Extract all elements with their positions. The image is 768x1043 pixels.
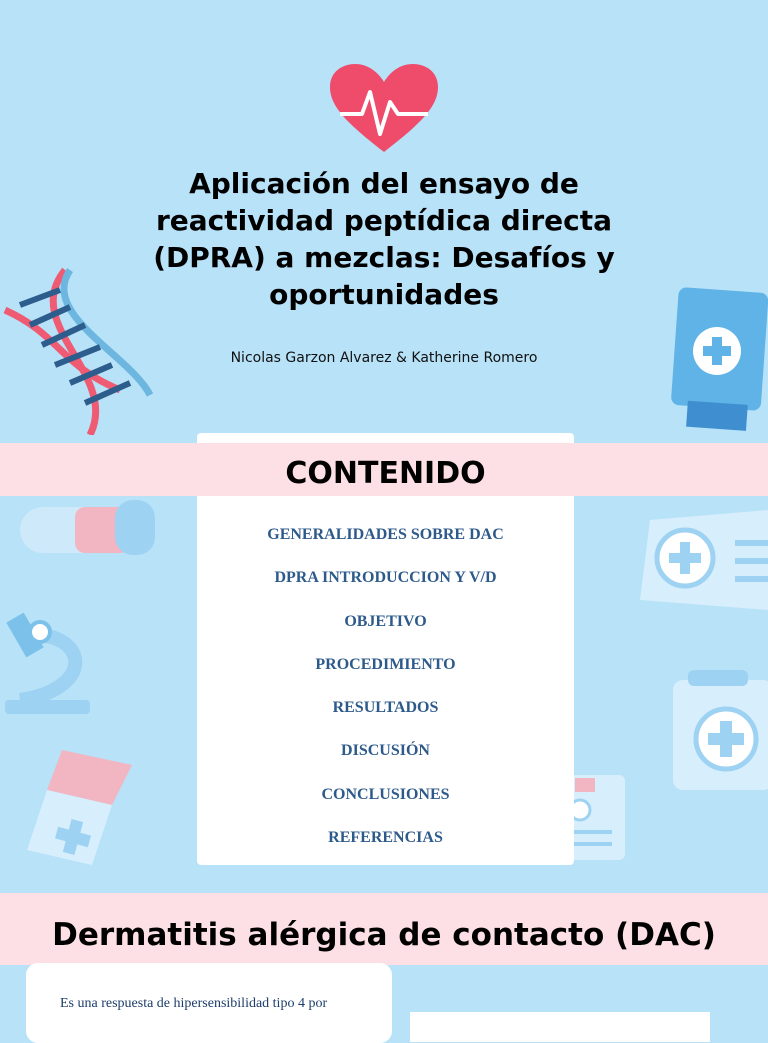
medicine-bottle-icon [22,745,152,870]
intro-text: Es una respuesta de hipersensibilidad tipo 4 por [60,996,328,1011]
authors: Nicolas Garzon Alvarez & Katherine Romero [230,350,538,366]
contents-item-generalidades[interactable]: GENERALIDADES SOBRE DAC [267,526,504,543]
contents-list [197,526,574,872]
contents-item-objetivo[interactable]: OBJETIVO [344,612,427,630]
contents-item-discusion[interactable]: DISCUSIÓN [341,742,430,760]
section-title: Dermatitis alérgica de contacto (DAC) [52,917,716,953]
side-image [410,1012,710,1042]
contents-item-conclusiones[interactable]: CONCLUSIONES [321,785,450,803]
contents-heading: CONTENIDO [285,456,486,491]
contents-item-procedimiento[interactable]: PROCEDIMIENTO [315,655,456,673]
presentation-title: Aplicación del ensayo de reactividad peptídica directa (DPRA) a mezclas: Desafíos y oportunidades [153,167,615,311]
medicine-tube-icon [665,285,768,435]
contents-item-referencias[interactable]: REFERENCIAS [328,829,443,847]
capsule-icon [15,495,195,565]
first-aid-kit-icon [640,500,768,625]
medical-bag-icon [668,665,768,795]
microscope-icon [0,600,100,720]
contents-item-dpra[interactable]: DPRA INTRODUCCION Y V/D [274,569,497,587]
contents-item-resultados[interactable]: RESULTADOS [332,699,439,717]
heart-pulse-icon [328,62,440,154]
